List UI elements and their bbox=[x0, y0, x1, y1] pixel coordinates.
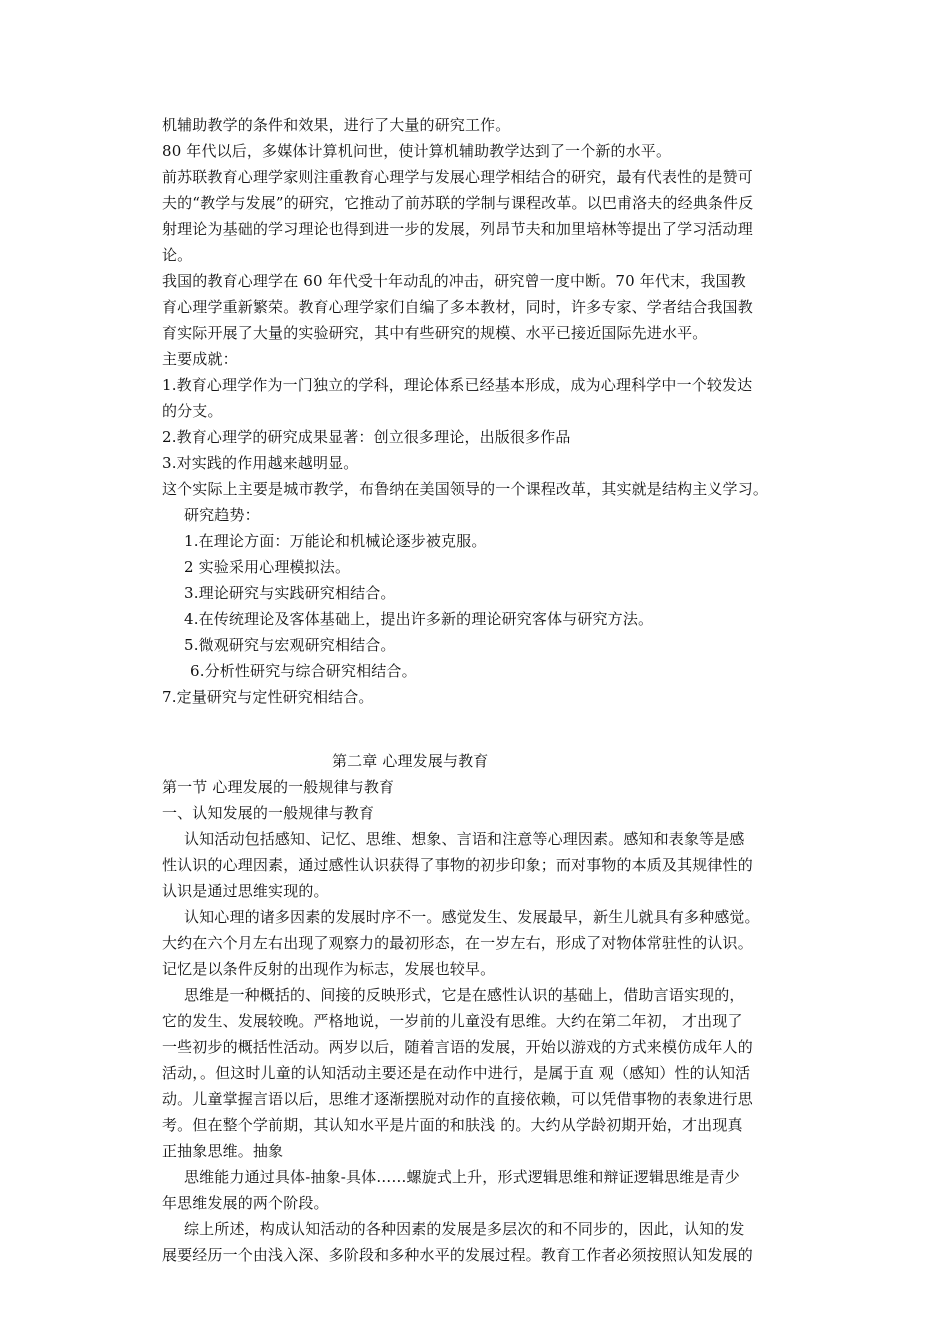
text-line: 主要成就： bbox=[162, 350, 238, 368]
text-line: 大约在六个月左右出现了观察力的最初形态，在一岁左右，形成了对物体常驻性的认识。 bbox=[162, 934, 753, 952]
text-line: 认识是通过思维实现的。 bbox=[162, 882, 329, 900]
text-line: 研究趋势： bbox=[184, 506, 260, 524]
text-line: 我国的教育心理学在 60 年代受十年动乱的冲击，研究曾一度中断。70 年代末，我国教 bbox=[162, 272, 746, 290]
text-line: 第一节 心理发展的一般规律与教育 bbox=[162, 778, 395, 796]
text-line: 认知活动包括感知、记忆、思维、想象、言语和注意等心理因素。感知和表象等是感 bbox=[184, 830, 745, 848]
text-line: 3.对实践的作用越来越明显。 bbox=[162, 454, 359, 472]
text-line: 育心理学重新繁荣。教育心理学家们自编了多本教材，同时，许多专家、学者结合我国教 bbox=[162, 298, 753, 316]
text-block-top bbox=[162, 112, 810, 710]
text-line: 思维能力通过具体-抽象-具体……螺旋式上升，形式逻辑思维和辩证逻辑思维是青少 bbox=[184, 1168, 740, 1186]
text-line: 机辅助教学的条件和效果，进行了大量的研究工作。 bbox=[162, 116, 511, 134]
text-line: 4.在传统理论及客体基础上，提出许多新的理论研究客体与研究方法。 bbox=[184, 610, 654, 628]
text-line: 展要经历一个由浅入深、多阶段和多种水平的发展过程。教育工作者必须按照认知发展的 bbox=[162, 1246, 753, 1264]
text-line: 思维是一种概括的、间接的反映形式，它是在感性认识的基础上，借助言语实现的， bbox=[184, 986, 745, 1004]
chapter-title: 第二章 心理发展与教育 bbox=[332, 752, 489, 770]
text-line: 5.微观研究与宏观研究相结合。 bbox=[184, 636, 396, 654]
text-line: 活动，。但这时儿童的认知活动主要还是在动作中进行，是属于直 观（感知）性的认知活 bbox=[162, 1064, 751, 1082]
text-line: 6.分析性研究与综合研究相结合。 bbox=[190, 662, 417, 680]
text-block-chapter-two bbox=[162, 748, 810, 1268]
text-line: 1.教育心理学作为一门独立的学科，理论体系已经基本形成，成为心理科学中一个较发达 bbox=[162, 376, 753, 394]
text-line: 夫的“教学与发展”的研究，它推动了前苏联的学制与课程改革。以巴甫洛夫的经典条件反 bbox=[162, 194, 754, 212]
text-line: 2 实验采用心理模拟法。 bbox=[184, 558, 351, 576]
text-line: 考。但在整个学前期，其认知水平是片面的和肤浅 的。大约从学龄初期开始，才出现真 bbox=[162, 1116, 743, 1134]
text-line: 性认识的心理因素，通过感性认识获得了事物的初步印象；而对事物的本质及其规律性的 bbox=[162, 856, 753, 874]
text-line: 论。 bbox=[162, 246, 193, 264]
text-line: 综上所述，构成认知活动的各种因素的发展是多层次的和不同步的，因此，认知的发 bbox=[184, 1220, 745, 1238]
text-line: 一些初步的概括性活动。两岁以后，随着言语的发展，开始以游戏的方式来模仿成年人的 bbox=[162, 1038, 753, 1056]
section-gap bbox=[162, 710, 810, 748]
text-line: 它的发生、发展较晚。严格地说，一岁前的儿童没有思维。大约在第二年初， 才出现了 bbox=[162, 1012, 743, 1030]
text-line: 前苏联教育心理学家则注重教育心理学与发展心理学相结合的研究，最有代表性的是赞可 bbox=[162, 168, 753, 186]
text-line: 记忆是以条件反射的出现作为标志，发展也较早。 bbox=[162, 960, 496, 978]
text-line: 80 年代以后，多媒体计算机问世，使计算机辅助教学达到了一个新的水平。 bbox=[162, 142, 672, 160]
text-line: 这个实际上主要是城市教学，布鲁纳在美国领导的一个课程改革，其实就是结构主义学习。 bbox=[162, 480, 769, 498]
text-line: 认知心理的诸多因素的发展时序不一。感觉发生、发展最早，新生儿就具有多种感觉。 bbox=[184, 908, 760, 926]
text-line: 动。儿童掌握言语以后，思维才逐渐摆脱对动作的直接依赖，可以凭借事物的表象进行思 bbox=[162, 1090, 753, 1108]
text-line: 3.理论研究与实践研究相结合。 bbox=[184, 584, 396, 602]
text-line: 的分支。 bbox=[162, 402, 223, 420]
text-line: 1.在理论方面：万能论和机械论逐步被克服。 bbox=[184, 532, 487, 550]
text-line: 2.教育心理学的研究成果显著：创立很多理论，出版很多作品 bbox=[162, 428, 571, 446]
text-line: 正抽象思维。抽象 bbox=[162, 1142, 284, 1160]
text-line: 年思维发展的两个阶段。 bbox=[162, 1194, 329, 1212]
text-line: 一、认知发展的一般规律与教育 bbox=[162, 804, 375, 822]
text-line: 7.定量研究与定性研究相结合。 bbox=[162, 688, 374, 706]
text-line: 育实际开展了大量的实验研究，其中有些研究的规模、水平已接近国际先进水平。 bbox=[162, 324, 708, 342]
document-page bbox=[162, 112, 810, 1268]
text-line: 射理论为基础的学习理论也得到进一步的发展，列昂节夫和加里培林等提出了学习活动理 bbox=[162, 220, 753, 238]
